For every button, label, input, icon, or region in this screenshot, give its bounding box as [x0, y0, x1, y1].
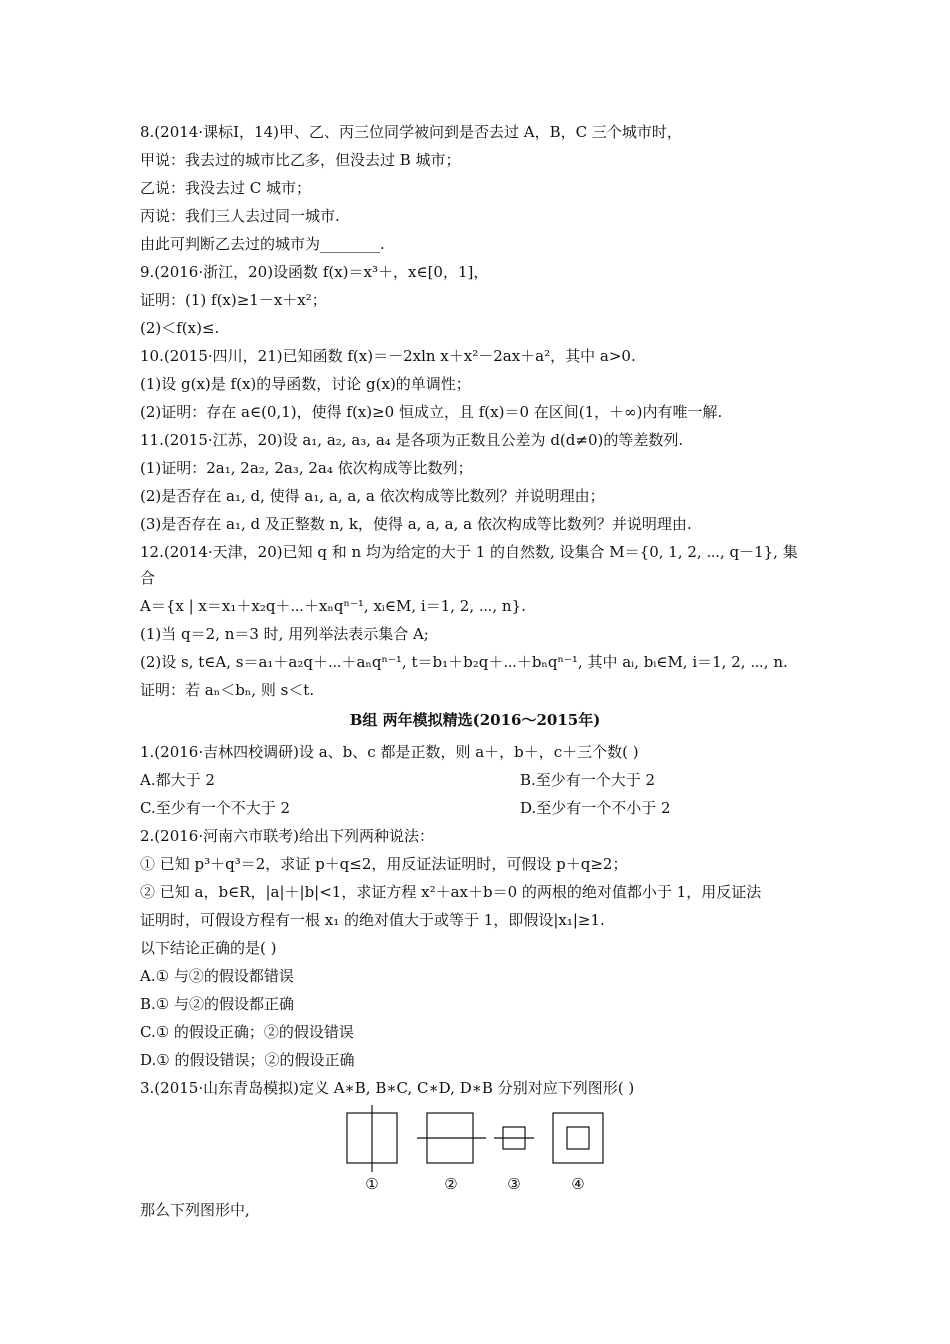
problem-12-line-1: 12.(2014·天津，20)已知 q 和 n 均为给定的大于 1 的自然数, 设集合 M＝{0, 1, 2, ⋯, q－1}, 集 [140, 543, 798, 561]
problem-10-line-2: (1)设 g(x)是 f(x)的导函数，讨论 g(x)的单调性； [140, 375, 471, 393]
problem-11-line-1: 11.(2015·江苏，20)设 a₁, a₂, a₃, a₄ 是各项为正数且公差为 d(d≠0)的等差数列. [140, 431, 684, 449]
section-b-heading: B组 两年模拟精选(2016～2015年) [349, 711, 601, 729]
problem-11-line-4: (3)是否存在 a₁, d 及正整数 n, k，使得 a, a, a, a 依次构成等比数列？并说明理由. [140, 515, 692, 533]
problem-8-line-5: 由此可判断乙去过的城市为________. [140, 235, 385, 253]
figure-label-4: ④ [571, 1175, 585, 1193]
problem-11-line-2: (1)证明：2a₁, 2a₂, 2a₃, 2a₄ 依次构成等比数列； [140, 459, 473, 477]
problem-12-line-2: 合 [140, 569, 156, 587]
problem-12-line-4: (1)当 q＝2, n＝3 时, 用列举法表示集合 A; [140, 625, 429, 643]
problem-9-line-3: (2)＜f(x)≤. [140, 319, 220, 337]
problem-12-line-6: 证明：若 aₙ＜bₙ, 则 s＜t. [140, 681, 315, 699]
problem-8-line-3: 乙说：我没去过 C 城市； [140, 179, 312, 197]
problem-8-line-4: 丙说：我们三人去过同一城市. [140, 207, 340, 225]
figure-3 [494, 1127, 534, 1149]
b-question-1-option-b: B.至少有一个大于 2 [520, 771, 656, 789]
b-question-1-stem: 1.(2016·吉林四校调研)设 a、b、c 都是正数，则 a＋，b＋，c＋三个数( ) [140, 743, 639, 761]
problem-9-line-2: 证明：(1) f(x)≥1－x＋x²； [140, 291, 327, 309]
problem-11-line-3: (2)是否存在 a₁, d, 使得 a₁, a, a, a 依次构成等比数列？并说明理由； [140, 487, 605, 505]
problem-10-line-1: 10.(2015·四川，21)已知函数 f(x)＝－2xln x＋x²－2ax＋a²，其中 a>0. [140, 347, 636, 365]
problem-9-line-1: 9.(2016·浙江，20)设函数 f(x)＝x³＋，x∈[0，1]， [140, 263, 489, 281]
b-question-2-line-4: 证明时，可假设方程有一根 x₁ 的绝对值大于或等于 1，即假设|x₁|≥1. [140, 911, 605, 929]
figure-2 [417, 1113, 486, 1163]
b-question-2-line-2: ① 已知 p³＋q³＝2，求证 p＋q≤2，用反证法证明时，可假设 p＋q≥2； [140, 855, 628, 873]
b-question-2-option-b: B.① 与②的假设都正确 [140, 995, 295, 1013]
problem-8-line-1: 8.(2014·课标Ⅰ，14)甲、乙、丙三位同学被问到是否去过 A，B，C 三个城市时， [140, 123, 682, 141]
figure-4 [553, 1113, 603, 1163]
b-question-2-line-1: 2.(2016·河南六市联考)给出下列两种说法： [140, 827, 434, 845]
b-question-3-line-2: 那么下列图形中, [140, 1201, 250, 1219]
b-question-2-line-5: 以下结论正确的是( ) [140, 939, 277, 957]
problem-10-line-3: (2)证明：存在 a∈(0,1)，使得 f(x)≥0 恒成立，且 f(x)＝0 在区间(1，＋∞)内有唯一解. [140, 403, 723, 421]
b-question-2-line-3: ② 已知 a，b∈R，|a|＋|b|<1，求证方程 x²＋ax＋b＝0 的两根的绝对值都小于 1，用反证法 [140, 883, 762, 901]
b-question-1-option-a: A.都大于 2 [140, 771, 215, 789]
b-question-1-option-d: D.至少有一个不小于 2 [520, 799, 671, 817]
b-question-2-option-a: A.① 与②的假设都错误 [140, 967, 294, 985]
b-question-2-option-d: D.① 的假设错误；②的假设正确 [140, 1051, 355, 1069]
b-question-3-line-1: 3.(2015·山东青岛模拟)定义 A∗B, B∗C, C∗D, D∗B 分别对应下列图形( ) [140, 1079, 635, 1097]
figure-label-1: ① [365, 1175, 379, 1193]
problem-12-line-3: A＝{x | x＝x₁＋x₂q＋⋯＋xₙqⁿ⁻¹, xᵢ∈M, i＝1, 2, ⋯, n}. [140, 597, 526, 615]
problem-8-line-2: 甲说：我去过的城市比乙多，但没去过 B 城市； [140, 151, 461, 169]
b-question-2-option-c: C.① 的假设正确；②的假设错误 [140, 1023, 354, 1041]
figure-1 [347, 1105, 397, 1172]
problem-12-line-5: (2)设 s, t∈A, s＝a₁＋a₂q＋⋯＋aₙqⁿ⁻¹, t＝b₁＋b₂q＋⋯＋bₙqⁿ⁻¹, 其中 aᵢ, bᵢ∈M, i＝1, 2, ⋯, n. [140, 653, 788, 671]
figure-label-2: ② [444, 1175, 458, 1193]
figure-label-3: ③ [507, 1175, 521, 1193]
b-question-1-option-c: C.至少有一个不大于 2 [140, 799, 291, 817]
